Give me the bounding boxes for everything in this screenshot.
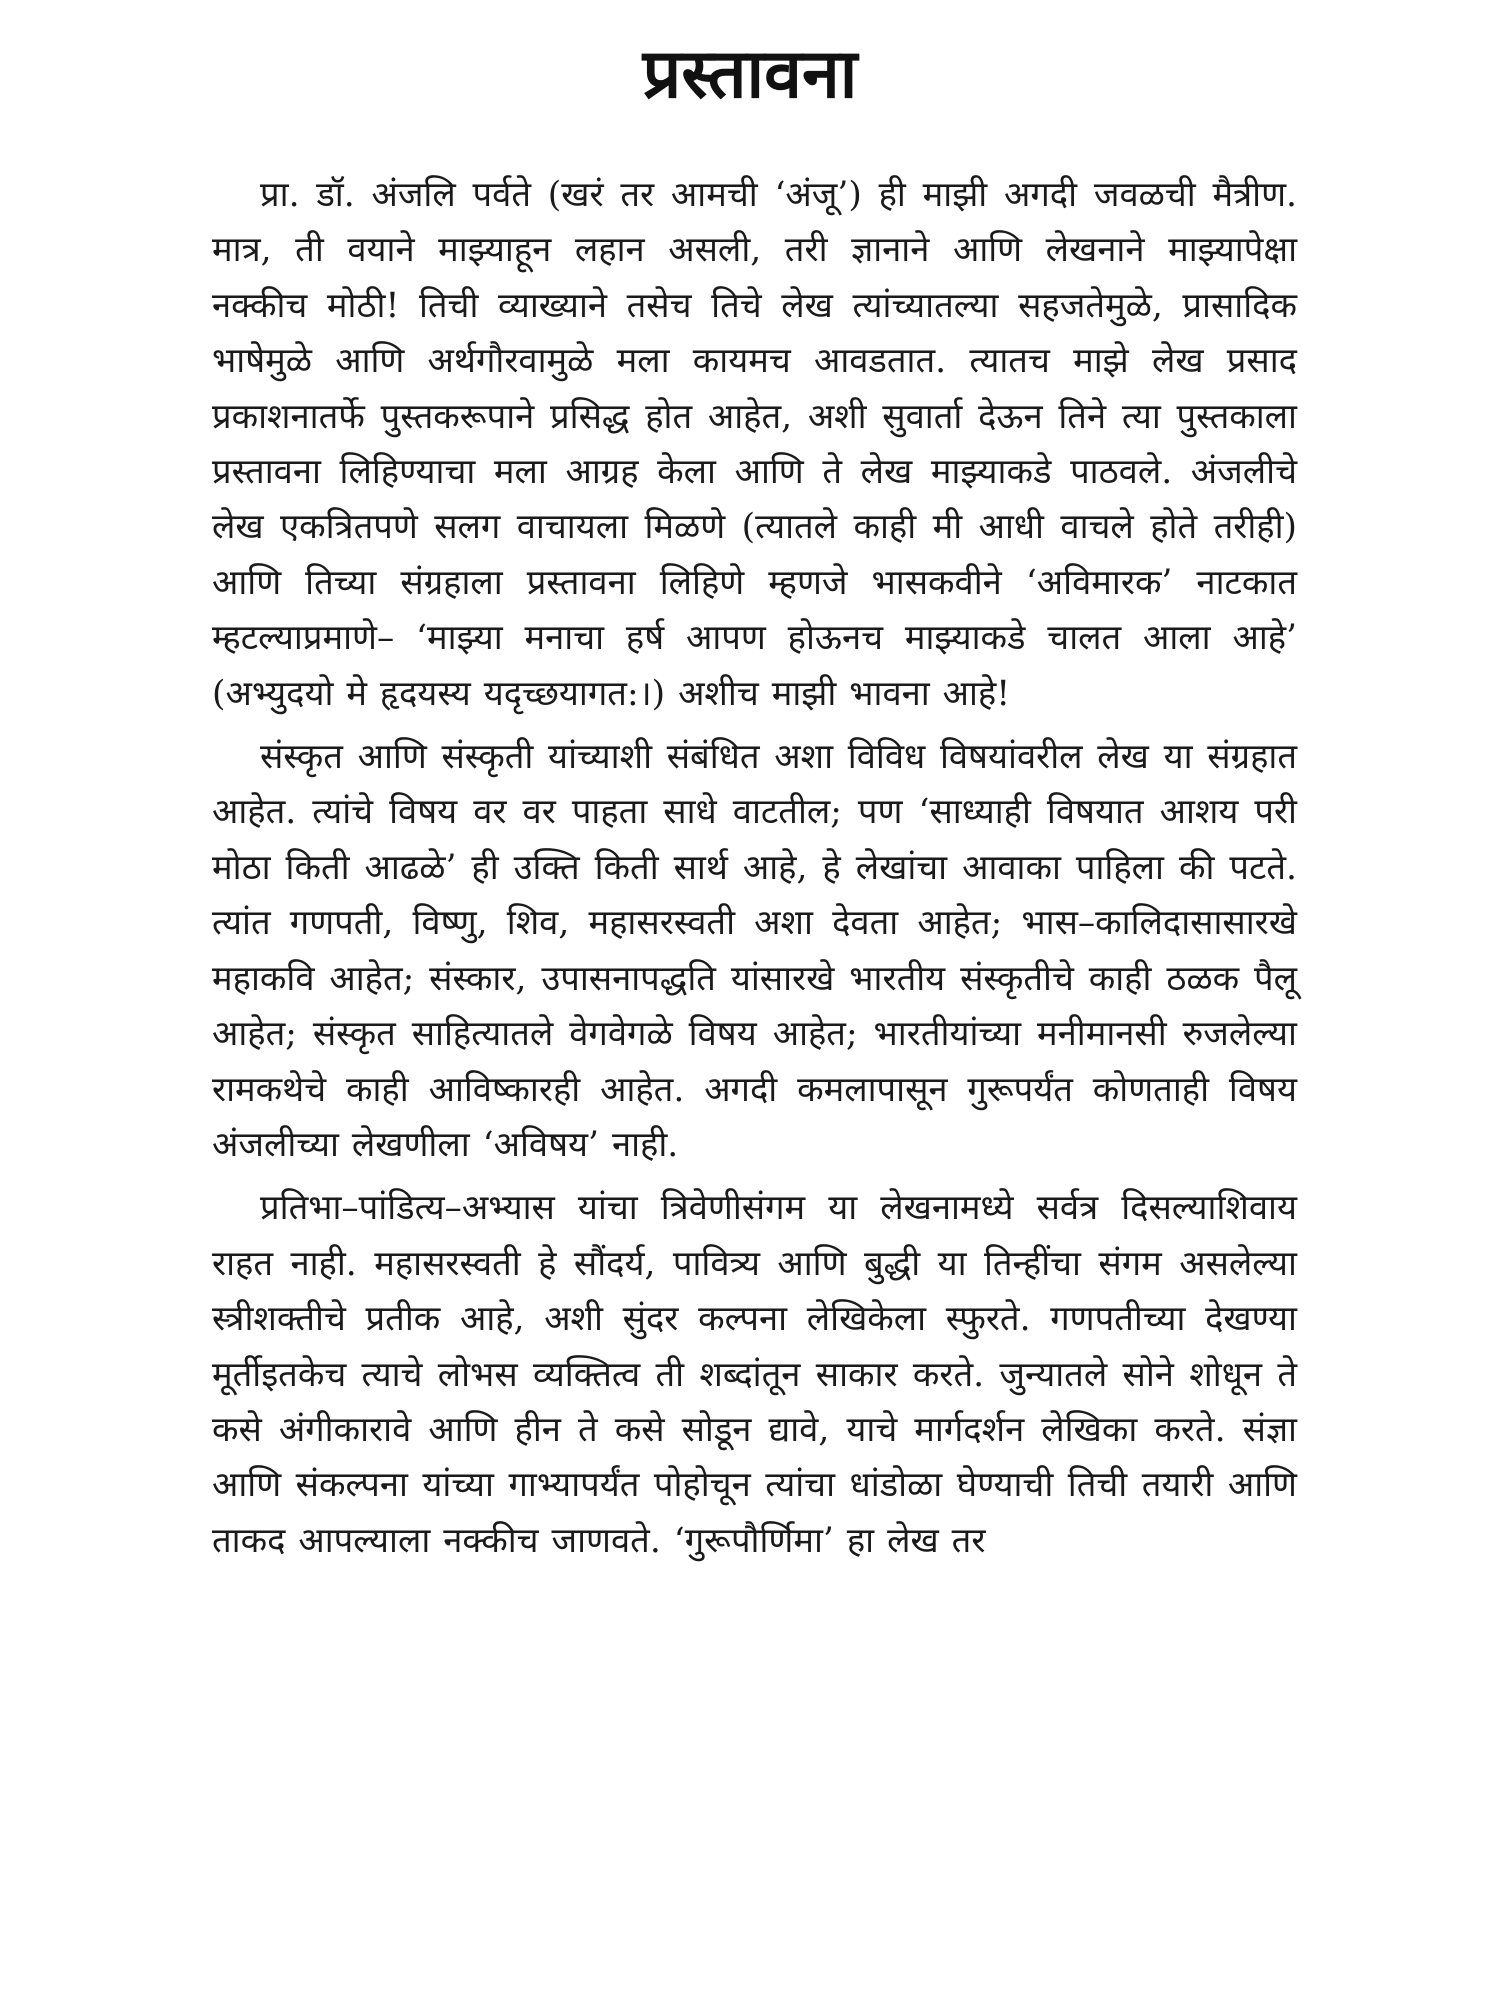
body-text (212, 168, 1297, 1569)
page-title: प्रस्तावना (642, 35, 858, 114)
paragraph-3: प्रतिभा–पांडित्य–अभ्यास यांचा त्रिवेणीसंगम या लेखनामध्ये सर्वत्र दिसल्याशिवाय राहत नाही. महासरस्वती हे सौंदर्य, पावित्र्य आणि बुद्धी या तिन्हींचा संगम असलेल्या स्त्रीशक्तीचे प्रतीक आहे, अशी सुंदर कल्पना लेखिकेला स्फुरते. गणपतीच्या देखण्या मूर्तीइतकेच त्याचे लोभस व्यक्तित्व ती शब्दांतून साकार करते. जुन्यातले सोने शोधून ते कसे अंगीकारावे आणि हीन ते कसे सोडून द्यावे, याचे मार्गदर्शन लेखिका करते. संज्ञा आणि संकल्पना यांच्या गाभ्यापर्यंत पोहोचून त्यांचा धांडोळा घेण्याची तिची तयारी आणि ताकद आपल्याला नक्कीच जाणवते. ‘गुरूपौर्णिमा’ हा लेख तर (212, 1188, 1297, 1561)
paragraph-2: संस्कृत आणि संस्कृती यांच्याशी संबंधित अशा विविध विषयांवरील लेख या संग्रहात आहेत. त्यांचे विषय वर वर पाहता साधे वाटतील; पण ‘साध्याही विषयात आशय परी मोठा किती आढळे’ ही उक्ति किती सार्थ आहे, हे लेखांचा आवाका पाहिला की पटते. त्यांत गणपती, विष्णु, शिव, महासरस्वती अशा देवता आहेत; भास–कालिदासासारखे महाकवि आहेत; संस्कार, उपासनापद्धति यांसारखे भारतीय संस्कृतीचे काही ठळक पैलू आहेत; संस्कृत साहित्यातले वेगवेगळे विषय आहेत; भारतीयांच्या मनीमानसी रुजलेल्या रामकथेचे काही आविष्कारही आहेत. अगदी कमलापासून गुरूपर्यंत कोणताही विषय अंजलीच्या लेखणीला ‘अविषय’ नाही. (212, 737, 1297, 1165)
paragraph-1: प्रा. डॉ. अंजलि पर्वते (खरं तर आमची ‘अंजू’) ही माझी अगदी जवळची मैत्रीण. मात्र, ती वयाने माझ्याहून लहान असली, तरी ज्ञानाने आणि लेखनाने माझ्यापेक्षा नक्कीच मोठी! तिची व्याख्याने तसेच तिचे लेख त्यांच्यातल्या सहजतेमुळे, प्रासादिक भाषेमुळे आणि अर्थगौरवामुळे मला कायमच आवडतात. त्यातच माझे लेख प्रसाद प्रकाशनातर्फे पुस्तकरूपाने प्रसिद्ध होत आहेत, अशी सुवार्ता देऊन तिने त्या पुस्तकाला प्रस्तावना लिहिण्याचा मला आग्रह केला आणि ते लेख माझ्याकडे पाठवले. अंजलीचे लेख एकत्रितपणे सलग वाचायला मिळणे (त्यातले काही मी आधी वाचले होते तरीही) आणि तिच्या संग्रहाला प्रस्तावना लिहिणे म्हणजे भासकवीने ‘अविमारक’ नाटकात म्हटल्याप्रमाणे– ‘माझ्या मनाचा हर्ष आपण होऊनच माझ्याकडे चालत आला आहे’ (अभ्युदयो मे हृदयस्य यदृच्छयागत:।) अशीच माझी भावना आहे! (212, 175, 1297, 714)
